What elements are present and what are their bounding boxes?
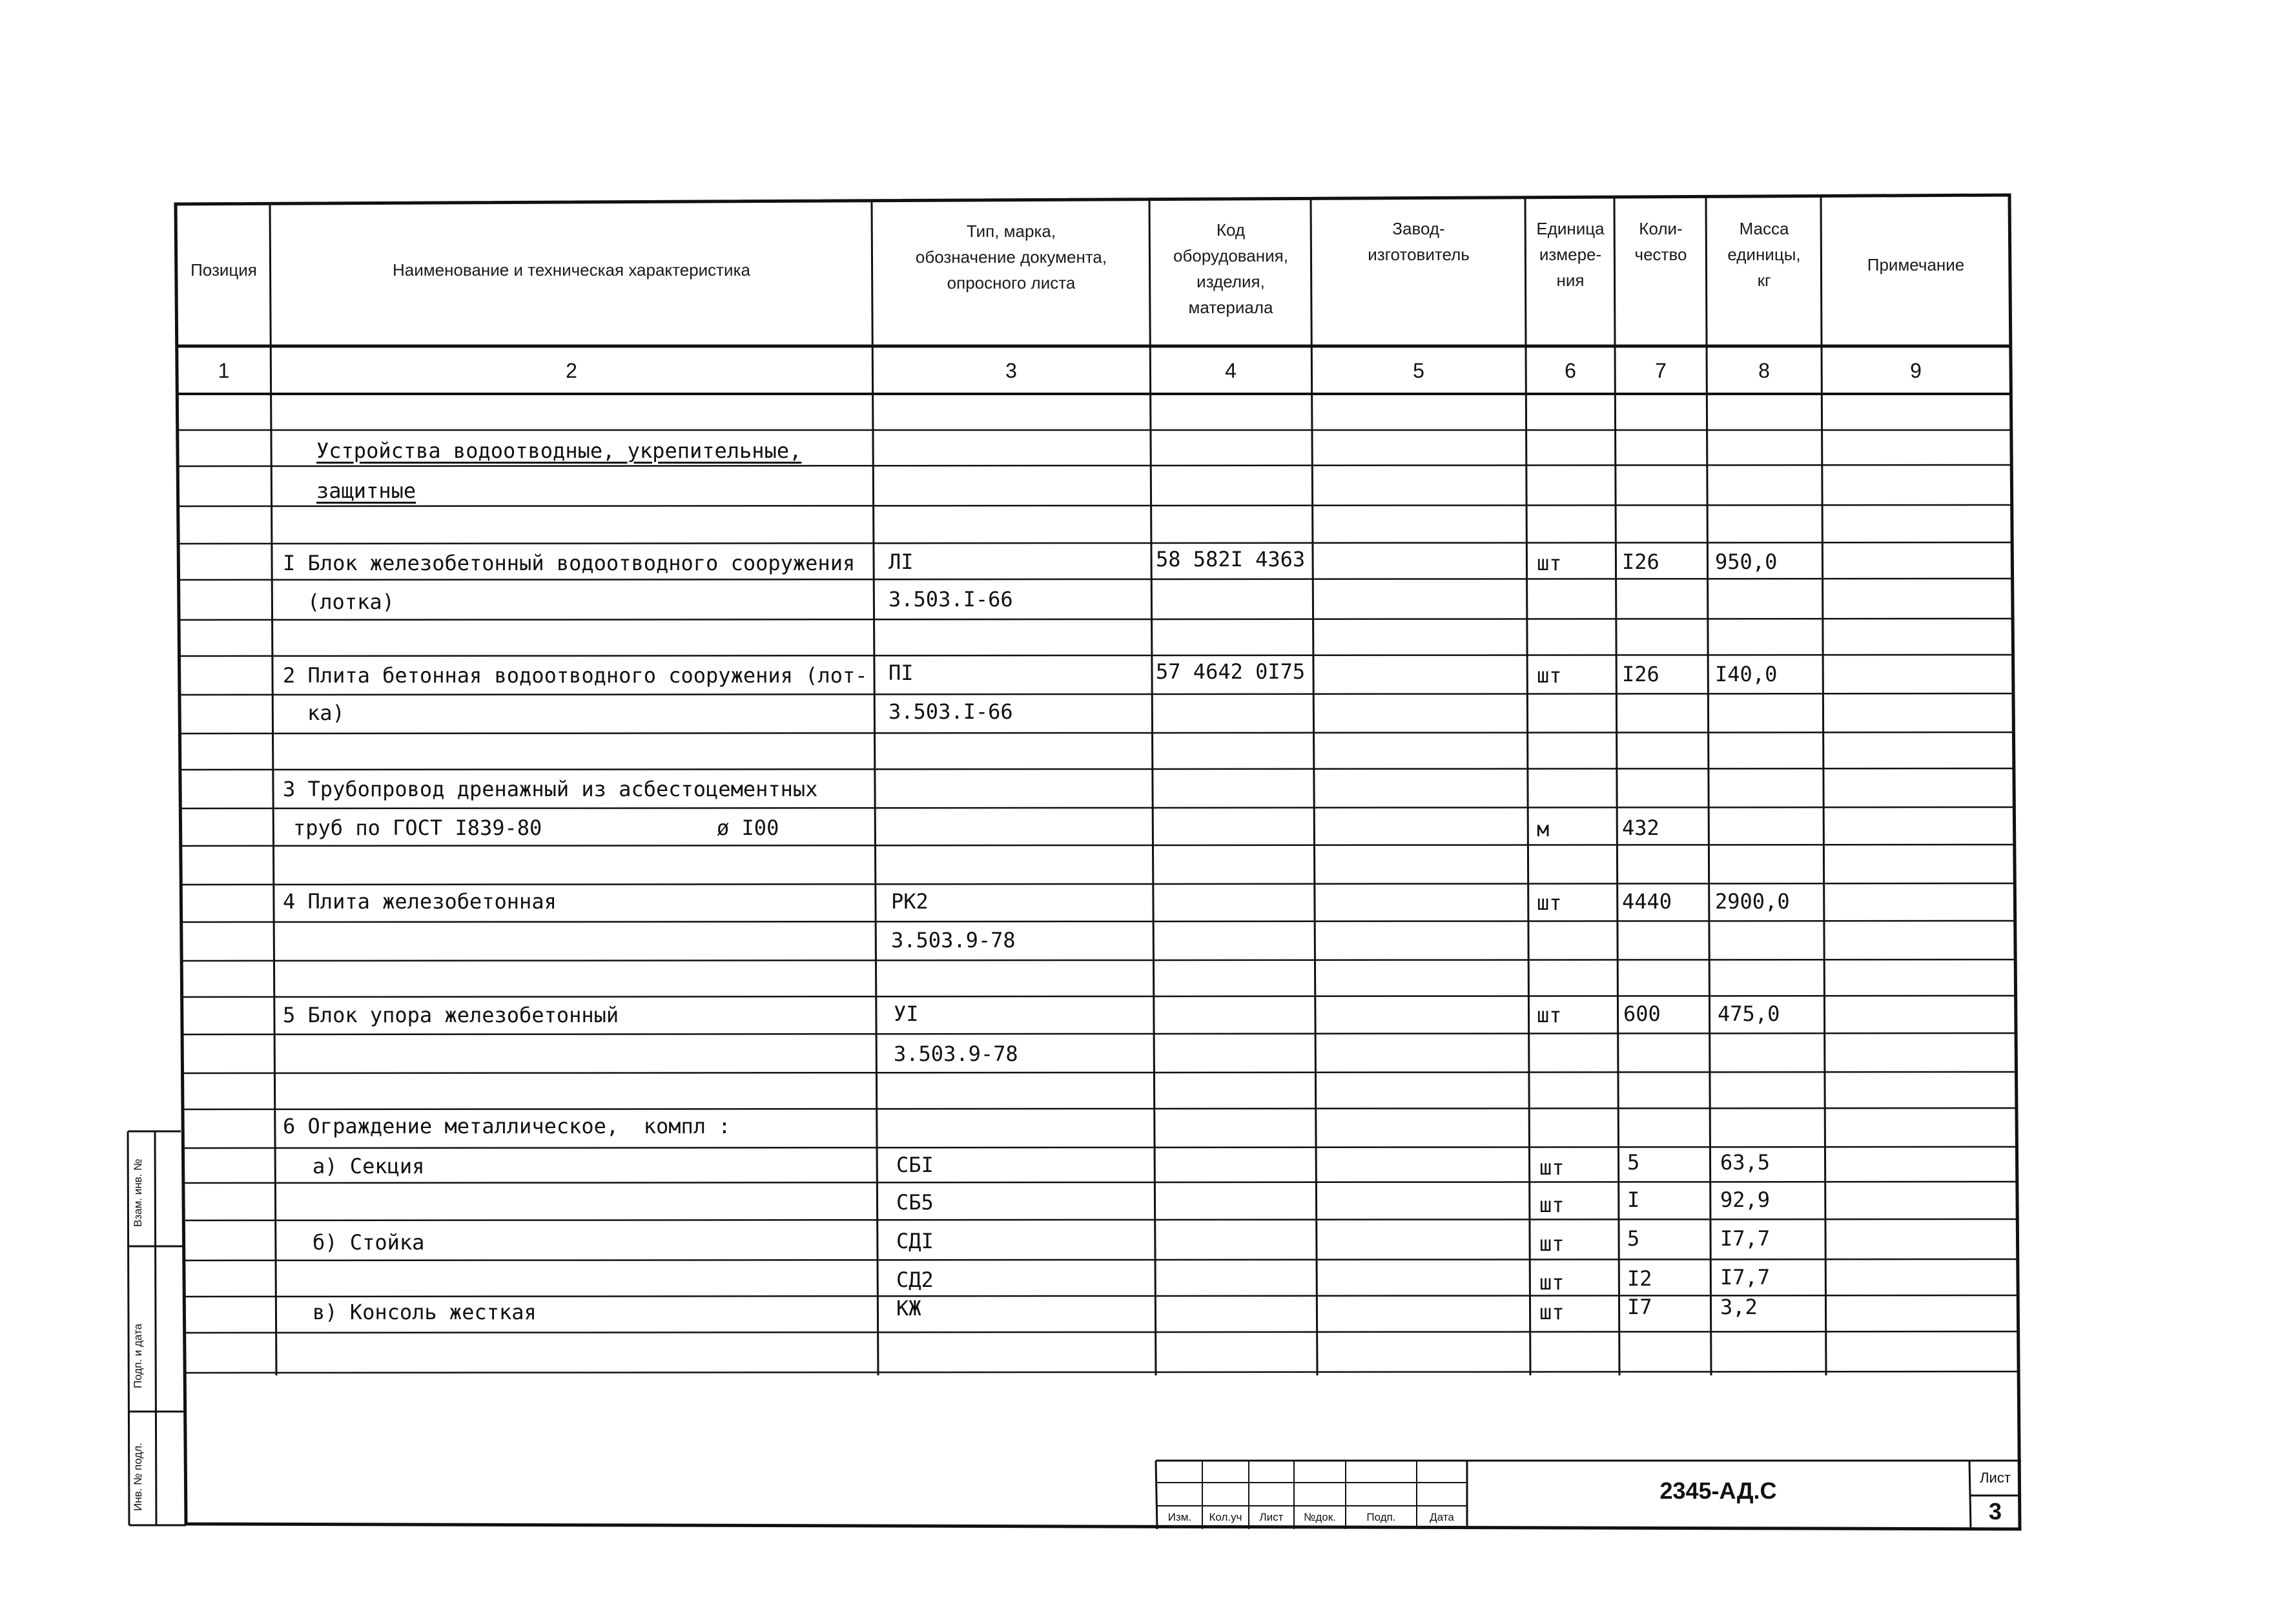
item-4-mass: 2900,0: [1715, 889, 1790, 914]
item-5-type: УI: [894, 1002, 919, 1026]
item-2-name: 2 Плита бетонная водоотводного сооружения (лот-: [283, 663, 868, 688]
sub-a-name: а) Секция: [313, 1154, 425, 1178]
sub-a-qty: 5: [1627, 1150, 1640, 1175]
col-num-8: 8: [1758, 359, 1770, 382]
col-num-5: 5: [1413, 359, 1424, 382]
col-num-3: 3: [1005, 359, 1017, 382]
side-stamp-orig-inv: Инв. № подл.: [132, 1443, 144, 1511]
col-num-7: 7: [1655, 359, 1667, 382]
item-1-name: I Блок железобетонный водоотводного сооружения: [283, 551, 856, 575]
item-6-name: 6 Ограждение металлическое, компл :: [283, 1114, 731, 1138]
tb-label-data: Дата: [1430, 1511, 1454, 1523]
tb-label-podp: Подп.: [1366, 1511, 1396, 1523]
col-num-9: 9: [1910, 359, 1922, 382]
item-3-name-cont: труб по ГОСТ I839-80: [293, 816, 542, 840]
tb-label-koluch: Кол.уч: [1209, 1511, 1242, 1523]
item-1-mass: 950,0: [1715, 550, 1778, 574]
item-5-name: 5 Блок упора железобетонный: [283, 1003, 619, 1027]
sub-a-mass: 63,5: [1720, 1150, 1771, 1175]
sub-b-name: б) Стойка: [313, 1230, 425, 1255]
sub-c-name: в) Консоль жесткая: [313, 1300, 537, 1324]
sheet-label: Лист: [1980, 1470, 2011, 1486]
header-manufacturer: Завод- изготовитель: [1368, 219, 1470, 264]
sub-b-type: СДI: [896, 1229, 934, 1253]
sub-b2-mass: I7,7: [1720, 1265, 1771, 1290]
header-name: Наименование и техническая характеристика: [393, 260, 750, 280]
doc-code: 2345-АД.С: [1659, 1477, 1777, 1504]
item-3-name: 3 Трубопровод дренажный из асбестоцементных: [283, 777, 818, 801]
header-note: Примечание: [1867, 255, 1965, 274]
sub-a2-qty: I: [1627, 1187, 1640, 1212]
tb-label-ndoc: №док.: [1304, 1511, 1336, 1523]
header-position: Позиция: [190, 260, 257, 280]
item-4-type: РК2: [891, 889, 929, 914]
header-mass: Масса единицы, кг: [1727, 219, 1801, 290]
col-num-4: 4: [1225, 359, 1237, 382]
sub-a2-type: СБ5: [896, 1190, 934, 1215]
item-1-name-cont: (лотка): [307, 590, 395, 614]
sub-b-qty: 5: [1627, 1226, 1640, 1251]
sub-c-unit: шт: [1539, 1300, 1565, 1324]
item-2-doc: 3.503.I-66: [888, 699, 1013, 724]
item-1-doc: 3.503.I-66: [888, 587, 1013, 612]
sub-b2-unit: шт: [1539, 1270, 1565, 1295]
sub-a-type: СБI: [896, 1153, 934, 1177]
sub-b2-type: СД2: [896, 1268, 934, 1292]
item-2-mass: I40,0: [1715, 662, 1778, 686]
sub-a-unit: шт: [1539, 1155, 1565, 1180]
header-type: Тип, марка, обозначение документа, опросного листа: [915, 221, 1107, 293]
item-1-unit: шт: [1537, 551, 1562, 575]
item-5-doc: 3.503.9-78: [894, 1042, 1018, 1066]
tb-label-list: Лист: [1259, 1511, 1284, 1523]
sub-a2-mass: 92,9: [1720, 1187, 1771, 1212]
section-title-line2: защитные: [316, 478, 416, 503]
side-stamp-replace-inv: Взам. инв. №: [132, 1158, 144, 1227]
item-4-qty: 4440: [1622, 889, 1672, 914]
item-1-type: ЛI: [888, 550, 914, 574]
item-3-diameter: ø I00: [717, 816, 779, 840]
item-4-doc: 3.503.9-78: [891, 928, 1016, 952]
side-stamp-sign-date: Подп. и дата: [132, 1323, 144, 1388]
sub-b-mass: I7,7: [1720, 1226, 1771, 1251]
item-4-name: 4 Плита железобетонная: [283, 889, 557, 914]
sub-b2-qty: I2: [1627, 1266, 1652, 1291]
col-num-2: 2: [566, 359, 577, 382]
header-unit: Единица измере- ния: [1536, 219, 1605, 290]
item-2-type: ПI: [888, 661, 914, 685]
sub-c-qty: I7: [1627, 1295, 1652, 1319]
item-2-qty: I26: [1622, 662, 1659, 686]
sub-c-mass: 3,2: [1720, 1295, 1758, 1319]
item-2-code: 57 4642 0I75: [1156, 659, 1306, 684]
item-2-unit: шт: [1537, 663, 1562, 688]
header-code: Код оборудования, изделия, материала: [1173, 220, 1288, 317]
sheet-number: 3: [1988, 1498, 2002, 1525]
item-1-code: 58 582I 4363: [1156, 547, 1306, 571]
col-num-1: 1: [218, 359, 230, 382]
tb-label-izm: Изм.: [1167, 1511, 1192, 1523]
item-5-unit: шт: [1537, 1003, 1562, 1027]
section-title-line1: Устройства водоотводные, укрепительные,: [316, 438, 802, 463]
item-5-qty: 600: [1623, 1002, 1661, 1026]
header-qty: Коли- чество: [1634, 219, 1687, 264]
item-2-name-cont: ка): [307, 701, 345, 725]
item-1-qty: I26: [1622, 550, 1659, 574]
sub-a2-unit: шт: [1539, 1193, 1565, 1217]
col-num-6: 6: [1565, 359, 1576, 382]
sub-b-unit: шт: [1539, 1231, 1565, 1256]
sub-c-type: КЖ: [896, 1296, 921, 1321]
item-3-qty: 432: [1622, 816, 1659, 840]
item-5-mass: 475,0: [1718, 1002, 1780, 1026]
item-4-unit: шт: [1537, 890, 1562, 915]
item-3-unit: м: [1537, 817, 1550, 841]
